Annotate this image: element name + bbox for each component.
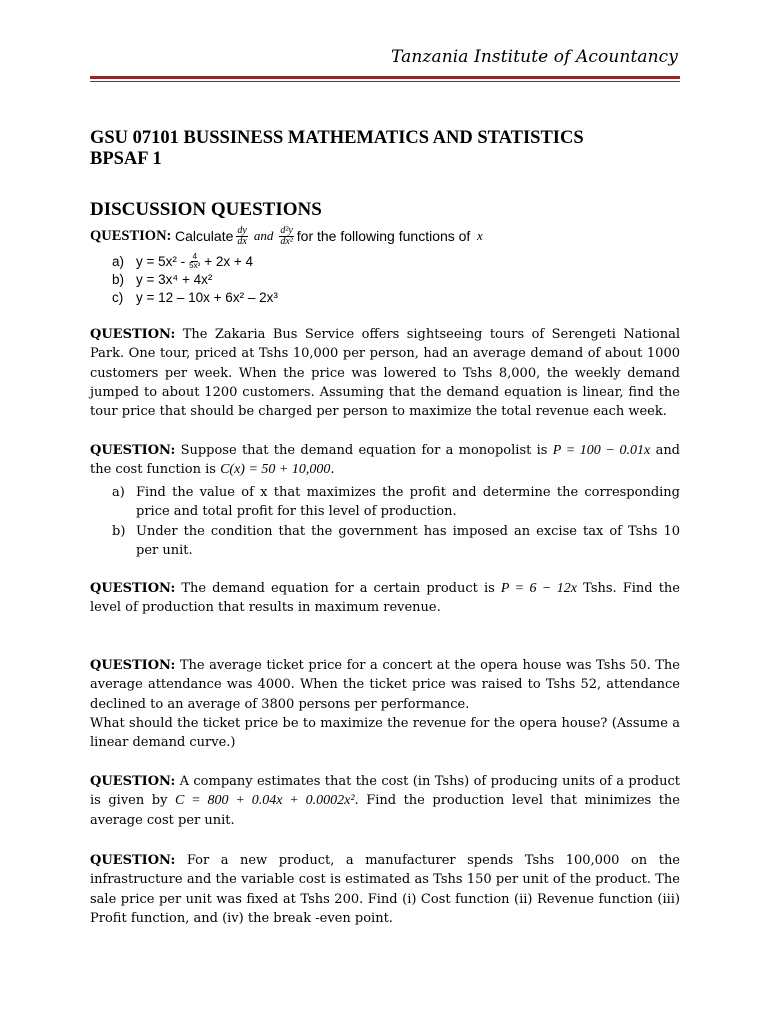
cost-function: C(x) = 50 + 10,000: [220, 462, 331, 478]
header-rule-thick: [90, 76, 680, 79]
demand-equation: P = 100 − 0.01x: [552, 443, 651, 458]
question-1-prefix: Calculate: [175, 228, 234, 244]
question-label: QUESTION:: [90, 853, 176, 868]
institution-header: Tanzania Institute of Acountancy: [391, 47, 678, 67]
course-title-line2: BPSAF 1: [90, 149, 162, 169]
question-label: QUESTION:: [90, 327, 176, 342]
course-title: [90, 128, 680, 170]
question-3-items: [112, 483, 680, 560]
question-3: QUESTION: Suppose that the demand equation for a monopolist is P = 100 − 0.01x and the cost function is C(x) = 50 + 10,000.: [90, 443, 681, 478]
question-1-suffix: for the following functions of: [296, 228, 471, 244]
question-5: QUESTION: The average ticket price for a concert at the opera house was Tshs 50. The average attendance was 4000. When the ticket price was raised to Tshs 52, attendance declined to an average of 3800 persons per performance. What should the ticket price be to maximize the revenue for the opera house? (Assume a linear demand curve.): [90, 658, 680, 751]
question-label: QUESTION:: [90, 581, 176, 596]
question-2-text: The Zakaria Bus Service offers sightseeing tours of Serengeti National Park. One tour, priced at Tshs 10,000 per person, had an average demand of about 1000 customers per week. When the price was lowered to Tshs 8,000, the weekly demand jumped to about 1200 customers. Assuming that the demand equation is linear, find the tour price that should be charged per person to maximize the total revenue each week.: [90, 327, 680, 420]
question-label: QUESTION:: [90, 658, 176, 673]
d2y-dx2-fraction: $\frac{\text{d²y}}{\text{dx²}}$: [280, 224, 293, 247]
course-title-line1: GSU 07101 BUSSINESS MATHEMATICS AND STATISTICS: [90, 128, 584, 148]
dy-dx-fraction: $\frac{dy}{dx}$: [237, 224, 247, 247]
variable-x: x: [476, 228, 483, 243]
question-1-prompt: [90, 223, 680, 249]
list-item: a) y = 5x² - 4 5x³ + 2x + 4: [112, 251, 254, 270]
list-item: b) y = 3x⁴ + 4x²: [112, 271, 213, 287]
list-item: b) Under the condition that the government has imposed an excise tax of Tshs 10 per unit.: [112, 523, 680, 558]
item-a-fraction: 4 5x³: [189, 251, 201, 270]
question-1: [90, 223, 680, 249]
question-label: QUESTION:: [90, 774, 176, 789]
question-6: QUESTION: A company estimates that the cost (in Tshs) of producing units of a product is given by C = 800 + 0.04x + 0.0002x². Find the production level that minimizes the average cost per unit.: [90, 774, 680, 828]
question-1-items: [112, 252, 672, 306]
question-label: QUESTION:: [90, 443, 176, 458]
and-word: and: [253, 228, 274, 243]
list-item: c) y = 12 – 10x + 6x² – 2x³: [112, 289, 278, 305]
question-label: QUESTION:: [90, 227, 172, 244]
header-rule-thin: [90, 81, 680, 82]
demand-equation: P = 6 − 12x: [500, 581, 578, 596]
question-2: [90, 325, 680, 421]
list-item: a) Find the value of x that maximizes the profit and determine the corresponding price and total profit for this level of production.: [112, 485, 680, 520]
question-7: QUESTION: For a new product, a manufacturer spends Tshs 100,000 on the infrastructure and the variable cost is estimated as Tshs 150 per unit of the product. The sale price per unit was fixed at Tshs 200. Find (i) Cost function (ii) Revenue function (iii) Profit function, and (iv) the break -even point.: [90, 853, 681, 926]
question-4: QUESTION: The demand equation for a certain product is P = 6 − 12x Tshs. Find the level of production that results in maximum revenue.: [90, 581, 680, 616]
section-title: DISCUSSION QUESTIONS: [90, 199, 322, 220]
cost-equation: C = 800 + 0.04x + 0.0002x²: [174, 793, 355, 809]
